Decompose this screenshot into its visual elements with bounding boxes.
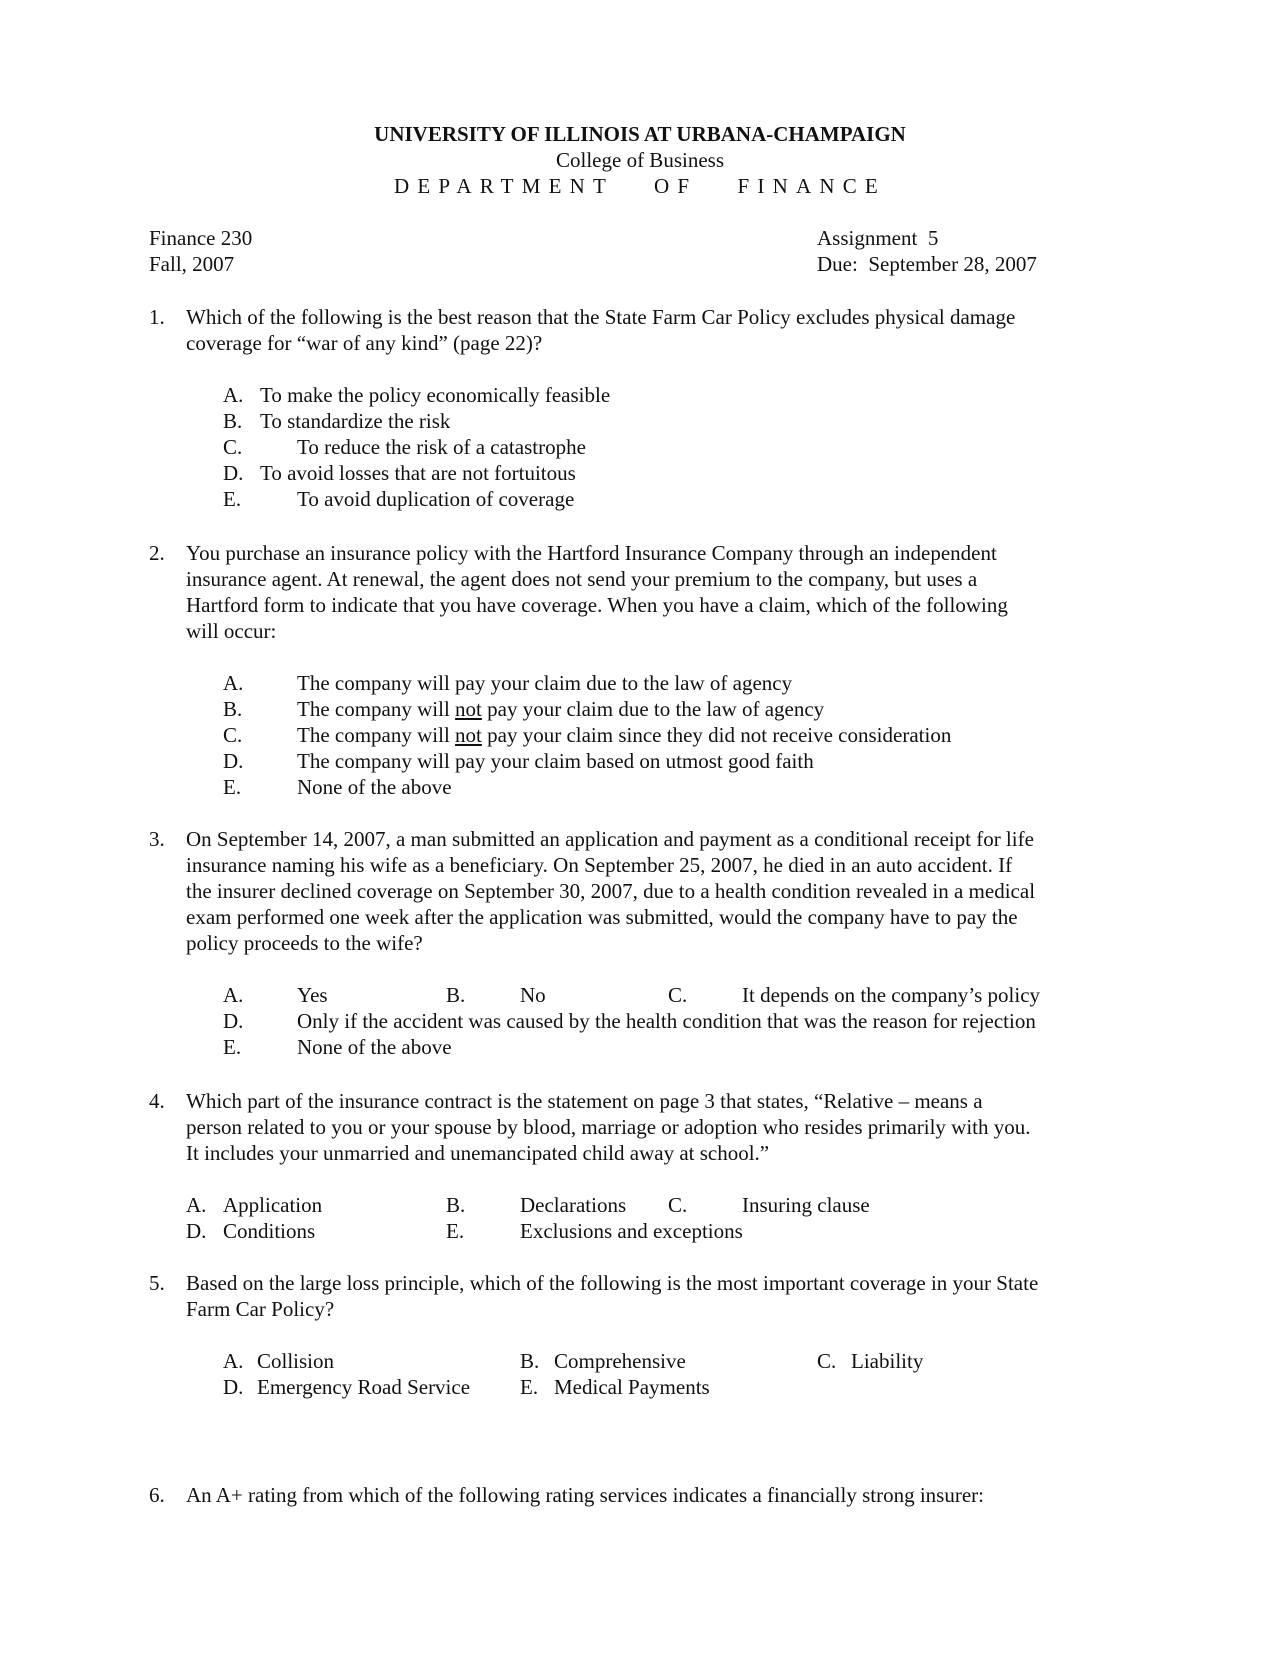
q2-option-a-text: The company will pay your claim due to the law of agency (297, 671, 793, 695)
q3-option-d-letter: D. (223, 1009, 244, 1033)
q4-option-e-text: Exclusions and exceptions (520, 1219, 743, 1243)
q1-option-a-letter: A. (223, 383, 244, 407)
question-2-text-line: will occur: (186, 619, 277, 643)
q4-option-e-letter: E. (446, 1219, 465, 1243)
question-4-text-line: person related to you or your spouse by blood, marriage or adoption who resides primarily with you. (186, 1115, 1031, 1139)
q5-option-d-text: Emergency Road Service (257, 1375, 471, 1399)
assignment-label: Assignment 5 (817, 226, 939, 250)
q2-option-d-letter: D. (223, 749, 244, 773)
q1-option-e-text: To avoid duplication of coverage (297, 487, 575, 511)
q4-option-c-text: Insuring clause (742, 1193, 870, 1217)
question-3-text-line: exam performed one week after the application was submitted, would the company have to pay the (186, 905, 1018, 929)
q5-option-c-letter: C. (817, 1349, 837, 1373)
question-3-number: 3. (149, 827, 165, 851)
q3-option-d-text: Only if the accident was caused by the health condition that was the reason for rejection (297, 1009, 1036, 1033)
q5-option-e-letter: E. (520, 1375, 539, 1399)
q2-option-d-text: The company will pay your claim based on utmost good faith (297, 749, 814, 773)
department-name: DEPARTMENT OF FINANCE (394, 174, 886, 198)
q3-option-a-text: Yes (297, 983, 328, 1007)
q2-option-c-text-post: pay your claim since they did not receive consideration (481, 723, 952, 747)
course-label: Finance 230 (149, 226, 253, 250)
q4-option-a-letter: A. (186, 1193, 207, 1217)
q5-option-b-letter: B. (520, 1349, 540, 1373)
q2-option-b-underlined-not: not (455, 697, 482, 721)
q2-option-e-text: None of the above (297, 775, 452, 799)
question-3-text-line: insurance naming his wife as a beneficiary. On September 25, 2007, he died in an auto accident. If (186, 853, 1013, 877)
q3-option-b-letter: B. (446, 983, 466, 1007)
q4-option-b-text: Declarations (520, 1193, 627, 1217)
q4-option-d-text: Conditions (223, 1219, 316, 1243)
question-4-number: 4. (149, 1089, 165, 1113)
q2-option-e-letter: E. (223, 775, 242, 799)
q4-option-c-letter: C. (668, 1193, 688, 1217)
q4-option-d-letter: D. (186, 1219, 207, 1243)
term-label: Fall, 2007 (149, 252, 235, 276)
q5-option-a-letter: A. (223, 1349, 244, 1373)
q1-option-d-text: To avoid losses that are not fortuitous (260, 461, 576, 485)
q1-option-b-text: To standardize the risk (260, 409, 451, 433)
question-5-number: 5. (149, 1271, 165, 1295)
question-1-text-line: Which of the following is the best reason that the State Farm Car Policy excludes physical damage (186, 305, 1016, 329)
question-4-text-line: It includes your unmarried and unemancipated child away at school.” (186, 1141, 770, 1165)
question-6-number: 6. (149, 1483, 165, 1507)
q2-option-b-text-pre: The company will (297, 697, 456, 721)
q5-option-c-text: Liability (851, 1349, 924, 1373)
q3-option-b-text: No (520, 983, 546, 1007)
question-5-text-line: Based on the large loss principle, which of the following is the most important coverage in your State (186, 1271, 1039, 1295)
q5-option-d-letter: D. (223, 1375, 244, 1399)
q3-option-e-text: None of the above (297, 1035, 452, 1059)
q2-option-a-letter: A. (223, 671, 244, 695)
q3-option-e-letter: E. (223, 1035, 242, 1059)
q2-option-b-letter: B. (223, 697, 243, 721)
question-5-text-line: Farm Car Policy? (186, 1297, 335, 1321)
q1-option-a-text: To make the policy economically feasible (260, 383, 611, 407)
college-name: College of Business (556, 148, 724, 172)
q5-option-a-text: Collision (257, 1349, 335, 1373)
q2-option-c-text (297, 722, 951, 748)
q1-option-d-letter: D. (223, 461, 244, 485)
question-2-text-line: Hartford form to indicate that you have coverage. When you have a claim, which of the following (186, 593, 1008, 617)
question-3-text-line: On September 14, 2007, a man submitted an application and payment as a conditional receipt for life (186, 827, 1034, 851)
q5-option-e-text: Medical Payments (554, 1375, 710, 1399)
due-date: Due: September 28, 2007 (817, 252, 1037, 276)
q5-option-b-text: Comprehensive (554, 1349, 686, 1373)
question-2-text-line: insurance agent. At renewal, the agent does not send your premium to the company, but uses a (186, 567, 978, 591)
question-6-text-line: An A+ rating from which of the following rating services indicates a financially strong insurer: (186, 1483, 984, 1507)
q2-option-c-letter: C. (223, 723, 243, 747)
q3-option-c-text: It depends on the company’s policy (742, 983, 1041, 1007)
q2-option-b-text-post: pay your claim due to the law of agency (481, 697, 825, 721)
question-1-number: 1. (149, 305, 165, 329)
question-3-text-line: the insurer declined coverage on September 30, 2007, due to a health condition revealed in a medical (186, 879, 1036, 903)
q1-option-c-text: To reduce the risk of a catastrophe (297, 435, 586, 459)
q1-option-c-letter: C. (223, 435, 243, 459)
question-2-number: 2. (149, 541, 165, 565)
q2-option-c-underlined-not: not (455, 723, 482, 747)
university-name: UNIVERSITY OF ILLINOIS AT URBANA-CHAMPAIGN (374, 122, 906, 146)
q4-option-a-text: Application (223, 1193, 323, 1217)
question-1-text-line: coverage for “war of any kind” (page 22)? (186, 331, 543, 355)
question-3-text-line: policy proceeds to the wife? (186, 931, 423, 955)
q4-option-b-letter: B. (446, 1193, 466, 1217)
q2-option-c-text-pre: The company will (297, 723, 456, 747)
question-4-text-line: Which part of the insurance contract is the statement on page 3 that states, “Relative – means a (186, 1089, 983, 1113)
q3-option-c-letter: C. (668, 983, 688, 1007)
q1-option-e-letter: E. (223, 487, 242, 511)
q2-option-b-text (297, 696, 824, 722)
question-2-text-line: You purchase an insurance policy with the Hartford Insurance Company through an independent (186, 541, 997, 565)
q3-option-a-letter: A. (223, 983, 244, 1007)
q1-option-b-letter: B. (223, 409, 243, 433)
